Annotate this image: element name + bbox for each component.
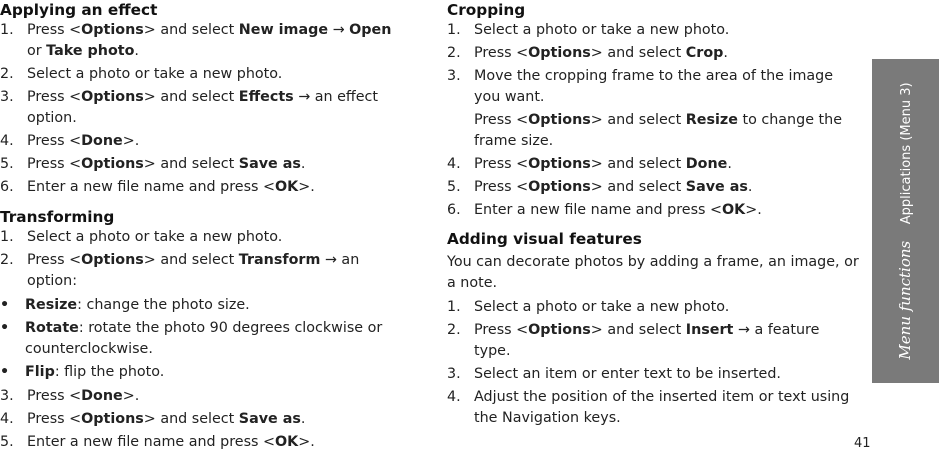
steps-list [447,297,859,429]
step-item [447,66,859,108]
step-number: 4. [0,133,14,149]
bullet-item [0,318,410,360]
step-number: 3. [447,366,461,382]
step-text: Enter a new file name and press <OK>. [27,179,315,195]
step-number: 3. [447,68,461,84]
key-term: Take photo [46,43,135,59]
key-term: Done [81,133,123,149]
step-item [0,20,410,62]
heading-visual-features: Adding visual features [447,230,642,248]
heading-transforming: Transforming [0,208,115,226]
step-number: 4. [0,411,14,427]
key-term: OK [275,434,299,450]
step-item [0,64,410,85]
bullet-text: Rotate: rotate the photo 90 degrees clockwise or counterclockwise. [25,320,383,357]
key-term: Open [349,22,392,38]
step-item [447,387,859,429]
key-term: Options [81,89,144,105]
step-text: Move the cropping frame to the area of the image you want. [474,68,833,105]
bullet-icon: • [0,364,10,380]
bullet-item [0,362,410,383]
key-term: Transform [238,252,321,268]
key-term: Options [528,322,591,338]
step-text: Select a photo or take a new photo. [474,22,730,38]
step-item [447,177,859,198]
key-term: Options [81,22,144,38]
key-term: OK [275,179,299,195]
step-item [447,364,859,385]
bullet-item [0,295,410,316]
chapter-side-tab [872,59,939,383]
section-visual-features [447,229,859,429]
step-text: Select a photo or take a new photo. [27,66,283,82]
step-item [0,87,410,129]
step-text: Press <Options> and select Done. [474,156,732,172]
step-number: 6. [0,179,14,195]
step-text: Press <Options> and select Save as. [474,179,753,195]
step-item [447,43,859,64]
side-tab-label [897,82,915,359]
key-term: Done [685,156,728,172]
step-number: 3. [0,89,14,105]
step-number: 2. [447,322,461,338]
section-cropping [447,0,859,221]
steps-list [0,20,410,198]
step-text: Press <Options> and select Insert → a feature type. [474,322,820,359]
key-term: Options [528,156,591,172]
left-column [0,0,410,455]
step-item [0,227,410,248]
steps-list [447,20,859,108]
step-number: 2. [0,66,14,82]
step-number: 5. [0,434,14,450]
step-text: Select a photo or take a new photo. [27,229,283,245]
side-section-title: Menu functions [895,240,914,360]
step-item [447,297,859,318]
heading-cropping: Cropping [447,1,526,19]
key-term: New image [238,22,329,38]
key-term: Save as [685,179,748,195]
steps-list [0,386,410,453]
step-text: Press <Done>. [27,133,140,149]
step-number: 1. [0,22,14,38]
steps-list [447,154,859,221]
key-term: Save as [238,156,301,172]
step-number: 6. [447,202,461,218]
key-term: Resize [25,297,78,313]
step-text: Press <Options> and select Crop. [474,45,728,61]
step-number: 1. [447,299,461,315]
right-column [447,0,859,431]
step-text: Select a photo or take a new photo. [474,299,730,315]
step-number: 1. [0,229,14,245]
key-term: Rotate [25,320,79,336]
key-term: OK [722,202,746,218]
step-item [447,20,859,41]
page-number: 41 [854,436,871,451]
step-number: 2. [447,45,461,61]
key-term: Done [81,388,123,404]
heading-applying-effect: Applying an effect [0,1,158,19]
step-text: Press <Options> and select Save as. [27,156,306,172]
crop-note: Press <Options> and select Resize to change the frame size. [474,112,843,149]
key-term: Options [528,112,591,128]
bullet-icon: • [0,320,10,336]
key-term: Resize [685,112,738,128]
bullet-text: Resize: change the photo size. [25,297,250,313]
step-item [447,154,859,175]
key-term: Options [528,179,591,195]
side-chapter-title: Applications (Menu 3) [898,82,914,225]
bullet-icon: • [0,297,10,313]
key-term: Options [81,156,144,172]
step-item [0,131,410,152]
section-transforming [0,207,410,453]
step-number: 5. [447,179,461,195]
key-term: Crop [685,45,724,61]
step-number: 3. [0,388,14,404]
step-text: Select an item or enter text to be inserted. [474,366,781,382]
step-item [0,409,410,430]
key-term: Insert [685,322,734,338]
visual-intro: You can decorate photos by adding a frame, an image, or a note. [447,254,859,291]
step-item [0,432,410,453]
step-text: Adjust the position of the inserted item or text using the Navigation keys. [474,389,850,426]
bullet-text: Flip: flip the photo. [25,364,165,380]
step-text: Press <Options> and select New image → Open or Take photo. [27,22,392,59]
step-number: 4. [447,389,461,405]
step-text: Press <Options> and select Transform → an option: [27,252,360,289]
step-item [447,200,859,221]
step-number: 4. [447,156,461,172]
step-number: 5. [0,156,14,172]
step-item [0,177,410,198]
key-term: Options [528,45,591,61]
step-number: 1. [447,22,461,38]
step-number: 2. [0,252,14,268]
step-item [0,250,410,292]
key-term: Options [81,411,144,427]
section-applying-effect [0,0,410,198]
steps-list [0,227,410,292]
step-item [0,386,410,407]
step-text: Press <Options> and select Effects → an effect option. [27,89,379,126]
option-bullet-list [0,295,410,383]
step-item [0,154,410,175]
step-item [447,320,859,362]
step-text: Press <Done>. [27,388,140,404]
key-term: Effects [238,89,294,105]
step-text: Enter a new file name and press <OK>. [474,202,762,218]
key-term: Options [81,252,144,268]
key-term: Flip [25,364,55,380]
step-text: Press <Options> and select Save as. [27,411,306,427]
step-text: Enter a new file name and press <OK>. [27,434,315,450]
key-term: Save as [238,411,301,427]
